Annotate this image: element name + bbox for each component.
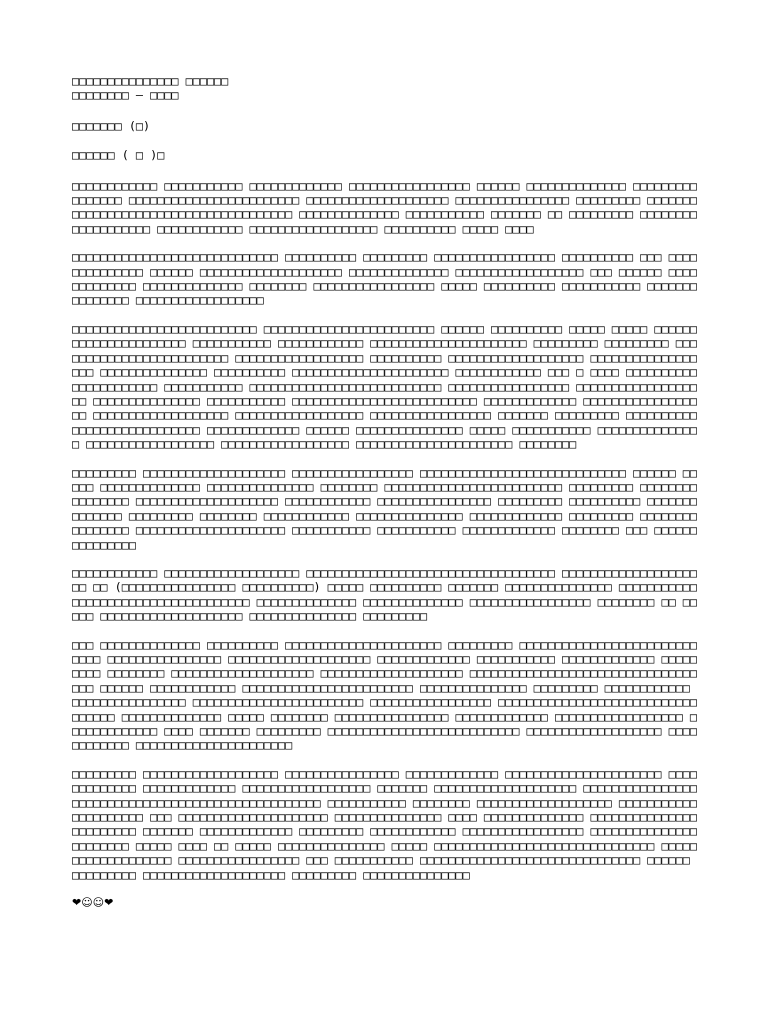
document-subject-1: □□□□□□□ (□) xyxy=(72,118,151,133)
document-page xyxy=(72,74,705,910)
document-subheader: □□□□□□□□ – □□□□ xyxy=(72,88,179,103)
document-subject-2: □□□□□□ ( □ )□ xyxy=(72,148,165,163)
paragraph-1: □□□□□□□□□□□□ □□□□□□□□□□□ □□□□□□□□□□□□□ □□□□□□□□□□□□□□□□□ □□□□□□ □□□□□□□□□□□□□□ □□□□□□□□□□□□□□□□ □□□□□□□□□□□□□□□□□□□□□□□□ □□□□□□□□□□□□□□□□□□□□ □□□□□□□□□□□□□□□□ □□□□□□□□□ □□□□□□□□□□□□□□□□□□□□□□□□□□□□□□□□□□□□□□ □□□□□□□□□□□□□□ □□□□□□□□□□□ □□□□□□□ □□ □□□□□□□□□ □□□□□□□□□□□□□□□□□□□ □□□□□□□□□□□□ □□□□□□□□□□□□□□□□□□ □□□□□□□□□□ □□□□□ □□□□ xyxy=(72,178,698,236)
paragraph-6: □□□ □□□□□□□□□□□□□□ □□□□□□□□□□ □□□□□□□□□□□□□□□□□□□□□□ □□□□□□□□□ □□□□□□□□□□□□□□□□□□□□□□□□□□□□□ □□□□□□□□□□□□□□□□ □□□□□□□□□□□□□□□□□□□□ □□□□□□□□□□□□□ □□□□□□□□□□□ □□□□□□□□□□□□□ □□□□□□□□□ □□□□□□□□ □□□□□□□□□□□□□□□□□□□□ □□□□□□□□□□□□□□□□□□□□ □□□□□□□□□□□□□□□□□□□□□□□□□□□□□□□□□□□ □□□□□□ □□□□□□□□□□□□ □□□□□□□□□□□□□□□□□□□□□□□□ □□□□□□□□□□□□□□□ □□□□□□□□□ □□□□□□□□□□□□ □□□□□□□□□□□□□□□□ □□□□□□□□□□□□□□□□□□□□□□□□ □□□□□□□□□□□□□□□□□ □□□□□□□□□□□□□□□□□□□□□□□□□□□□□□□□□□ □□□□□□□□□□□□□□ □□□□□ □□□□□□□□ □□□□□□□□□□□□□□□□ □□□□□□□□□□□□□ □□□□□□□□□□□□□□□□□□ □□□□□□□□□□□□□ □□□□ □□□□□□□ □□□□□□□□□ □□□□□□□□□□□□□□□□□□□□□□□□□□□ □□□□□□□□□□□□□□□□□□□ □□□□□□□□□□□□ □□□□□□□□□□□□□□□□□□□□□□ xyxy=(72,637,698,753)
document-header: □□□□□□□□□□□□□□□ □□□□□□ xyxy=(72,74,229,88)
paragraph-7: □□□□□□□□□ □□□□□□□□□□□□□□□□□□□ □□□□□□□□□□□□□□□□ □□□□□□□□□□□□□ □□□□□□□□□□□□□□□□□□□□□□ □□□□□□□□□□□□□ □□□□□□□□□□□□□ □□□□□□□□□□□□□□□□□□ □□□□□□□ □□□□□□□□□□□□□□□□□□□□ □□□□□□□□□□□□□□□□ □□□□□□□□□□□□□□□□□□□□□□□□□□□□□□□□□□□ □□□□□□□□□□□ □□□□□□□□ □□□□□□□□□□□□□□□□□□□ □□□□□□□□□□□□□□□□□□□□□ □□□ □□□□□□□□□□□□□□□□□□□□□ □□□□□□□□□□□□□□□ □□□□ □□□□□□□□□□□□□□ □□□□□□□□□□□□□□□□□□□□□□□□ □□□□□□□ □□□□□□□□□□□□□ □□□□□□□□□ □□□□□□□□□□□□ □□□□□□□□□□□□□□□□□ □□□□□□□□□□□□□□□□□□□□□□□ □□□□□ □□□□ □□ □□□□□ □□□□□□□□□□□□□□□ □□□□□ □□□□□□□□□□□□□□□□□□□□□□□□□□□□□□□ □□□□□□□□□□□□□□□□□□□ □□□□□□□□□□□□□□□□□ □□□ □□□□□□□□□□□ □□□□□□□□□□□□□□□□□□□□□□□□□□□□□□□ □□□□□□ □□□□□□□□□ □□□□□□□□□□□□□□□□□□□□ □□□□□□□□□ □□□□□□□□□□□□□□□ xyxy=(72,766,705,882)
paragraph-4: □□□□□□□□□ □□□□□□□□□□□□□□□□□□□□ □□□□□□□□□□□□□□□□□ □□□□□□□□□□□□□□□□□□□□□□□□□□□□□ □□□□□□ □□□□□ □□□□□□□□□□□□□□ □□□□□□□□□□□□□□□ □□□□□□□□ □□□□□□□□□□□□□□□□□□□□□□□□□ □□□□□□□□□ □□□□□□□□□□□□□□□□ □□□□□□□□□□□□□□□□□□□□ □□□□□□□□□□□□ □□□□□□□□□□□□□□□□ □□□□□□□□□ □□□□□□□□□□ □□□□□□□□□□□□□□ □□□□□□□□□ □□□□□□□□ □□□□□□□□□□□□ □□□□□□□□□□□□□□□ □□□□□□□□□□□□□ □□□□□□□□□ □□□□□□□□□□□□□□□□ □□□□□□□□□□□□□□□□□□□□□ □□□□□□□□□□□ □□□□□□□□□□□ □□□□□□□□□□□□□ □□□□□□□□ □□□ □□□□□□□□□□□□□□□ xyxy=(72,465,698,552)
paragraph-2: □□□□□□□□□□□□□□□□□□□□□□□□□□□□□ □□□□□□□□□□ □□□□□□□□□ □□□□□□□□□□□□□□□□□ □□□□□□□□□□ □□□ □□□□□□□□□□□□□□ □□□□□□ □□□□□□□□□□□□□□□□□□□□ □□□□□□□□□□□□□□ □□□□□□□□□□□□□□□□□□ □□□ □□□□□□ □□□□□□□□□□□□□ □□□□□□□□□□□□□□ □□□□□□□□ □□□□□□□□□□□□□□□□□ □□□□□ □□□□□□□□□□ □□□□□□□□□□□ □□□□□□□□□□□□□□□ □□□□□□□□□□□□□□□□□□ xyxy=(72,250,698,308)
paragraph-3: □□□□□□□□□□□□□□□□□□□□□□□□□□ □□□□□□□□□□□□□□□□□□□□□□□□ □□□□□□ □□□□□□□□□□ □□□□□ □□□□□ □□□□□□□□□□□□□□□□□□□□□□ □□□□□□□□□□□ □□□□□□□□□□□□ □□□□□□□□□□□□□□□□□□□□□□ □□□□□□□□□ □□□□□□□□□ □□□□□□□□□□□□□□□□□□□□□□□□□ □□□□□□□□□□□□□□□□□□ □□□□□□□□□□ □□□□□□□□□□□□□□□□□□□ □□□□□□□□□□□□□□□□□□ □□□□□□□□□□□□□□□ □□□□□□□□□□ □□□□□□□□□□□□□□□□□□□□□□ □□□□□□□□□□□□ □□□ □ □□□□ □□□□□□□□□□□□□□□□□□□□□□ □□□□□□□□□□□ □□□□□□□□□□□□□□□□□□□□□□□□□□□ □□□□□□□□□□□□□□□□□ □□□□□□□□□□□□□□□□□□□ □□□□□□□□□□□□□□□ □□□□□□□□□□□ □□□□□□□□□□□□□□□□□□□□□□□□□□ □□□□□□□□□□□□□ □□□□□□□□□□□□□□□□□□ □□□□□□□□□□□□□□□□□□□ □□□□□□□□□□□□□□□□□□ □□□□□□□□□□□□□□□□□ □□□□□□□ □□□□□□□□□ □□□□□□□□□□ □□□□□□□□□□□□□□□□□□ □□□□□□□□□□□□□ □□□□□□ □□□□□□□□□□□□□□□ □□□□□ □□□□□□□□□□□ □□□□□□□□□□□□□□□ □□□□□□□□□□□□□□□□□□ □□□□□□□□□□□□□□□□□□ □□□□□□□□□□□□□□□□□□□□□□ □□□□□□□□ xyxy=(72,321,705,452)
document-footer-symbols: ❤☺☺❤ xyxy=(72,896,114,910)
paragraph-5: □□□□□□□□□□□□ □□□□□□□□□□□□□□□□□□□ □□□□□□□□□□□□□□□□□□□□□□□□□□□□□□□□□□□ □□□□□□□□□□□□□□□□□□□□□ □□ (□□□□□□□□□□□□□□□□ □□□□□□□□□□) □□□□□ □□□□□□□□□□ □□□□□□□ □□□□□□□□□□□□□□□ □□□□□□□□□□□ □□□□□□□□□□□□□□□□□□□□□□□□□ □□□□□□□□□□□□□□ □□□□□□□□□□□□□□ □□□□□□□□□□□□□□□□□ □□□□□□□□ □□ □□□□□ □□□□□□□□□□□□□□□□□□□□ □□□□□□□□□□□□□□□ □□□□□□□□□ xyxy=(72,565,705,624)
